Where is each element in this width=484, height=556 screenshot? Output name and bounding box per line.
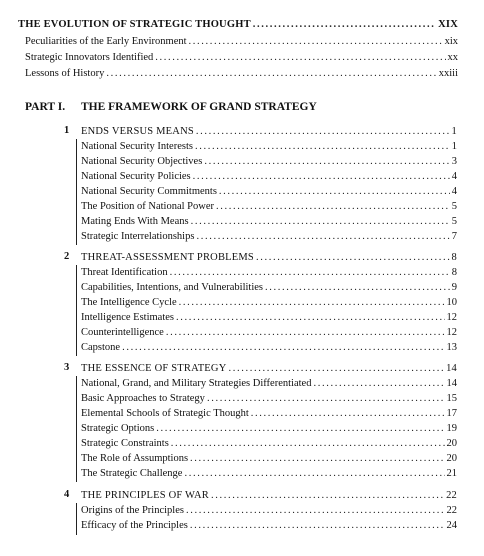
entry-page: 21 xyxy=(446,468,457,479)
chapter-title-row xyxy=(81,362,457,375)
dot-leader xyxy=(122,341,444,354)
toc-entry xyxy=(81,170,457,183)
dot-leader xyxy=(228,362,444,375)
entry-label: Strategic Innovators Identified xyxy=(25,52,154,63)
toc-entry xyxy=(81,281,457,294)
entry-label: Strategic Interrelationships xyxy=(81,231,195,242)
chapter-page: 8 xyxy=(451,252,457,263)
entry-label: Strategic Options xyxy=(81,423,155,434)
entry-label: Counterintelligence xyxy=(81,327,164,338)
entry-label: Basic Approaches to Strategy xyxy=(81,393,205,404)
part-heading xyxy=(25,101,317,113)
dot-leader xyxy=(190,519,445,532)
dot-leader xyxy=(191,215,450,228)
chapter-page: 22 xyxy=(446,490,457,501)
entry-page: 8 xyxy=(451,267,457,278)
chapter-page: 1 xyxy=(451,126,457,137)
entry-page: 24 xyxy=(446,520,457,531)
chapter-title: THE PRINCIPLES OF WAR xyxy=(81,490,209,501)
entry-label: Intelligence Estimates xyxy=(81,312,175,323)
toc-entry-evolution xyxy=(18,18,458,31)
chapter-title-row xyxy=(81,125,457,138)
entry-page: 9 xyxy=(451,282,457,293)
dot-leader xyxy=(195,140,450,153)
entry-label: Efficacy of the Principles xyxy=(81,520,188,531)
toc-entry xyxy=(81,200,457,213)
toc-entry xyxy=(81,266,457,279)
entry-label: National, Grand, and Military Strategies Differentiated xyxy=(81,378,312,389)
chapter-page: 14 xyxy=(446,363,457,374)
entry-label: Elemental Schools of Strategic Thought xyxy=(81,408,249,419)
chapter-number: 3 xyxy=(64,362,70,373)
entry-page: xxiii xyxy=(438,68,458,79)
toc-entry xyxy=(81,230,457,243)
entry-label: National Security Objectives xyxy=(81,156,203,167)
dot-leader xyxy=(190,452,444,465)
dot-leader xyxy=(171,437,445,450)
entry-label: Capabilities, Intentions, and Vulnerabilities xyxy=(81,282,264,293)
toc-entry xyxy=(81,392,457,405)
dot-leader xyxy=(106,67,436,80)
dot-leader xyxy=(170,266,450,279)
toc-entry xyxy=(81,437,457,450)
chapter-number: 1 xyxy=(64,125,70,136)
chapter-title: ENDS VERSUS MEANS xyxy=(81,126,194,137)
entry-label: Lessons of History xyxy=(25,68,105,79)
toc-entry xyxy=(81,185,457,198)
chapter-bracket-rule xyxy=(76,139,77,245)
dot-leader xyxy=(313,377,444,390)
entry-page: 15 xyxy=(446,393,457,404)
entry-label: Origins of the Principles xyxy=(81,505,184,516)
entry-page: 12 xyxy=(446,327,457,338)
entry-page: 22 xyxy=(446,505,457,516)
entry-page: xx xyxy=(447,52,458,63)
chapter-bracket-rule xyxy=(76,265,77,356)
toc-entry xyxy=(81,341,457,354)
entry-page: 19 xyxy=(446,423,457,434)
entry-label: National Security Commitments xyxy=(81,186,217,197)
chapter-number: 4 xyxy=(64,489,70,500)
entry-page: xix xyxy=(444,36,458,47)
entry-page: 10 xyxy=(446,297,457,308)
toc-entry xyxy=(25,35,458,48)
toc-entry xyxy=(81,140,457,153)
dot-leader xyxy=(216,200,450,213)
dot-leader xyxy=(219,185,450,198)
toc-entry xyxy=(81,377,457,390)
entry-label: Peculiarities of the Early Environment xyxy=(25,36,187,47)
dot-leader xyxy=(184,467,444,480)
toc-entry xyxy=(81,422,457,435)
entry-label: National Security Interests xyxy=(81,141,193,152)
toc-entry xyxy=(81,452,457,465)
entry-page: XIX xyxy=(438,19,458,30)
toc-entry xyxy=(81,326,457,339)
entry-page: 3 xyxy=(451,156,457,167)
dot-leader xyxy=(253,18,436,31)
toc-entry xyxy=(81,296,457,309)
entry-page: 1 xyxy=(451,141,457,152)
entry-label: The Strategic Challenge xyxy=(81,468,183,479)
toc-entry xyxy=(81,215,457,228)
dot-leader xyxy=(156,422,444,435)
entry-page: 13 xyxy=(446,342,457,353)
dot-leader xyxy=(265,281,450,294)
dot-leader xyxy=(256,251,450,264)
entry-page: 5 xyxy=(451,201,457,212)
chapter-title-row xyxy=(81,251,457,264)
dot-leader xyxy=(196,125,450,138)
chapter-title-row xyxy=(81,489,457,502)
toc-entry xyxy=(81,467,457,480)
chapter-title: THREAT-ASSESSMENT PROBLEMS xyxy=(81,252,254,263)
dot-leader xyxy=(204,155,449,168)
entry-label: The Role of Assumptions xyxy=(81,453,189,464)
entry-page: 12 xyxy=(446,312,457,323)
dot-leader xyxy=(179,296,445,309)
dot-leader xyxy=(155,51,445,64)
dot-leader xyxy=(207,392,445,405)
chapter-bracket-rule xyxy=(76,376,77,482)
entry-label: Capstone xyxy=(81,342,121,353)
entry-title: THE EVOLUTION OF STRATEGIC THOUGHT xyxy=(18,19,251,30)
toc-entry xyxy=(81,155,457,168)
entry-label: The Intelligence Cycle xyxy=(81,297,177,308)
entry-label: Threat Identification xyxy=(81,267,168,278)
part-number: PART I. xyxy=(25,101,66,113)
dot-leader xyxy=(193,170,450,183)
toc-entry xyxy=(81,407,457,420)
dot-leader xyxy=(211,489,444,502)
entry-page: 4 xyxy=(451,171,457,182)
dot-leader xyxy=(251,407,445,420)
entry-page: 5 xyxy=(451,216,457,227)
toc-entry xyxy=(25,67,458,80)
entry-page: 20 xyxy=(446,438,457,449)
chapter-number: 2 xyxy=(64,251,70,262)
toc-entry xyxy=(81,311,457,324)
toc-entry xyxy=(81,504,457,517)
entry-label: Strategic Constraints xyxy=(81,438,169,449)
dot-leader xyxy=(176,311,444,324)
chapter-bracket-rule xyxy=(76,503,77,535)
entry-page: 14 xyxy=(446,378,457,389)
chapter-title: THE ESSENCE OF STRATEGY xyxy=(81,363,227,374)
part-title: THE FRAMEWORK OF GRAND STRATEGY xyxy=(81,101,317,113)
toc-entry xyxy=(25,51,458,64)
entry-page: 20 xyxy=(446,453,457,464)
dot-leader xyxy=(186,504,445,517)
entry-label: National Security Policies xyxy=(81,171,191,182)
entry-label: The Position of National Power xyxy=(81,201,214,212)
toc-entry xyxy=(81,519,457,532)
entry-page: 17 xyxy=(446,408,457,419)
entry-page: 7 xyxy=(451,231,457,242)
entry-label: Mating Ends With Means xyxy=(81,216,189,227)
dot-leader xyxy=(189,35,443,48)
dot-leader xyxy=(196,230,449,243)
entry-page: 4 xyxy=(451,186,457,197)
dot-leader xyxy=(166,326,445,339)
